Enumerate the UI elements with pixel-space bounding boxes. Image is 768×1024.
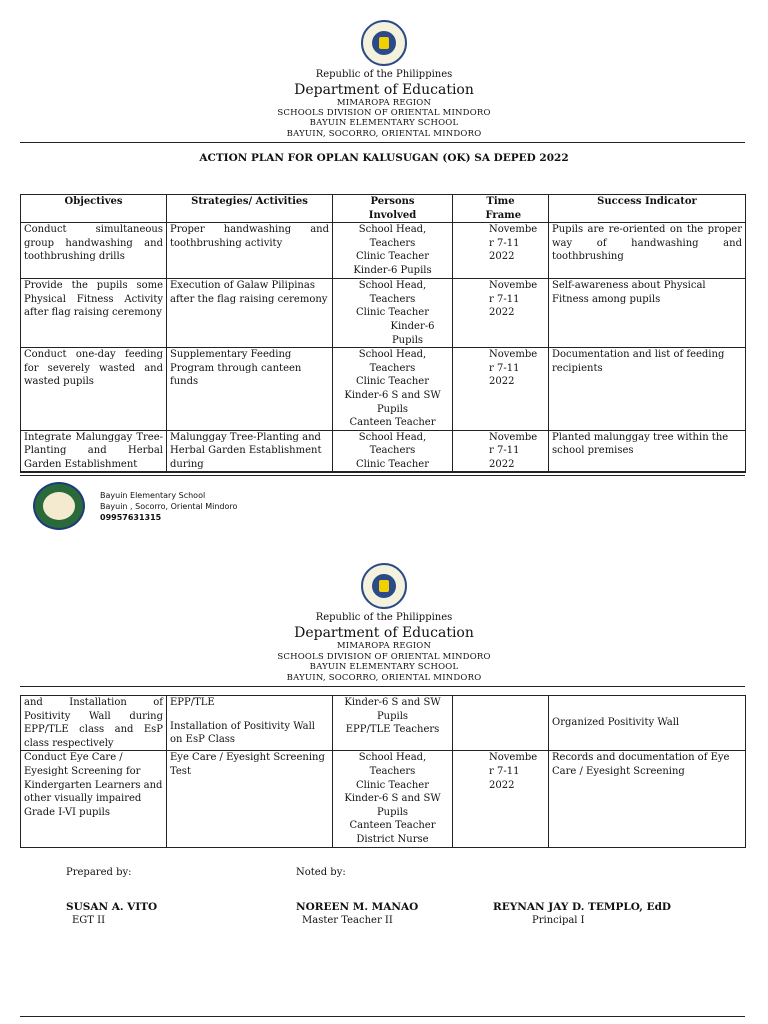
time-cell: Novembe r 7-11 2022	[453, 348, 549, 431]
school-line: BAYUIN ELEMENTARY SCHOOL	[309, 118, 459, 128]
signatory-name: SUSAN A. VITO	[66, 901, 158, 913]
col-persons: Persons Involved	[333, 195, 453, 223]
page-bottom-line	[20, 1016, 745, 1017]
republic-line: Republic of the Philippines	[315, 612, 453, 623]
page-break-line	[20, 471, 745, 472]
footer-school: Bayuin Elementary School	[100, 491, 206, 500]
col-time-frame: Time Frame	[453, 195, 549, 223]
table-row	[21, 430, 746, 472]
time-cell: Novembe r 7-11 2022	[453, 430, 549, 472]
division-line: SCHOOLS DIVISION OF ORIENTAL MINDORO	[277, 108, 491, 118]
footer-block	[100, 490, 237, 523]
deped-seal-icon	[361, 563, 407, 609]
indicator-cell: Organized Positivity Wall	[549, 696, 746, 751]
indicator-cell: Pupils are re-oriented on the proper way of handwashing and toothbrushing	[549, 223, 746, 279]
header-divider	[20, 142, 745, 143]
region-line: MIMAROPA REGION	[336, 98, 432, 108]
school-logo-icon	[33, 482, 85, 530]
indicator-cell: Self-awareness about Physical Fitness among pupils	[549, 279, 746, 348]
col-success-indicator: Success Indicator	[549, 195, 746, 223]
noted-by-label: Noted by:	[296, 867, 346, 878]
table-row	[21, 751, 746, 847]
persons-cell: School Head, Teachers Clinic Teacher Kinder-6 S and SW Pupils Canteen Teacher District Nurse	[333, 751, 453, 847]
strategy-cell: EPP/TLE Installation of Positivity Wall on EsP Class	[167, 696, 333, 751]
region-line: MIMAROPA REGION	[336, 641, 432, 651]
objective-cell: Conduct one-day feeding for severely wasted and wasted pupils	[21, 348, 167, 431]
time-cell: Novembe r 7-11 2022	[453, 751, 549, 847]
persons-cell: School Head, Teachers Clinic Teacher Kinder-6 S and SW Pupils Canteen Teacher	[333, 348, 453, 431]
prepared-by-label: Prepared by:	[66, 867, 132, 878]
signatory-name: NOREEN M. MANAO	[296, 901, 419, 913]
objective-cell: Provide the pupils some Physical Fitness Activity after flag raising ceremony	[21, 279, 167, 348]
footer-phone: 09957631315	[100, 513, 162, 522]
indicator-cell: Documentation and list of feeding recipients	[549, 348, 746, 431]
republic-line: Republic of the Philippines	[315, 69, 453, 80]
department-line: Department of Education	[294, 625, 474, 641]
deped-seal-icon	[361, 20, 407, 66]
page-title: ACTION PLAN FOR OPLAN KALUSUGAN (OK) SA DEPED 2022	[199, 152, 569, 164]
footer-divider	[20, 475, 745, 476]
persons-cell: School Head, Teachers Clinic Teacher	[333, 430, 453, 472]
address-line: BAYUIN, SOCORRO, ORIENTAL MINDORO	[286, 673, 482, 683]
col-objectives: Objectives	[21, 195, 167, 223]
strategy-cell: Execution of Galaw Pilipinas after the flag raising ceremony	[167, 279, 333, 348]
strategy-cell: Eye Care / Eyesight Screening Test	[167, 751, 333, 847]
persons-cell: Kinder-6 S and SW Pupils EPP/TLE Teachers	[333, 696, 453, 751]
footer-address: Bayuin , Socorro, Oriental Mindoro	[100, 502, 238, 511]
strategy-cell: Malunggay Tree-Planting and Herbal Garden Establishment during	[167, 430, 333, 472]
school-line: BAYUIN ELEMENTARY SCHOOL	[309, 662, 459, 672]
persons-cell: School Head, Teachers Clinic Teacher Kinder-6 Pupils	[333, 223, 453, 279]
division-line: SCHOOLS DIVISION OF ORIENTAL MINDORO	[277, 652, 491, 662]
signatory-name: REYNAN JAY D. TEMPLO, EdD	[493, 901, 672, 913]
table-row	[21, 348, 746, 431]
objective-cell: Integrate Malunggay Tree-Planting and Herbal Garden Establishment	[21, 430, 167, 472]
action-plan-table	[20, 194, 746, 473]
time-cell: Novembe r 7-11 2022	[453, 223, 549, 279]
strategy-cell: Supplementary Feeding Program through canteen funds	[167, 348, 333, 431]
objective-cell: Conduct Eye Care / Eyesight Screening for Kindergarten Learners and other visually impaired Grade I-VI pupils	[21, 751, 167, 847]
objective-cell: and Installation of Positivity Wall during EPP/TLE class and EsP class respectively	[21, 696, 167, 751]
action-plan-table-continued	[20, 695, 746, 848]
table-row	[21, 696, 746, 751]
address-line: BAYUIN, SOCORRO, ORIENTAL MINDORO	[286, 129, 482, 139]
persons-cell: School Head, Teachers Clinic Teacher Kinder-6 Pupils	[333, 279, 453, 348]
time-cell: Novembe r 7-11 2022	[453, 279, 549, 348]
indicator-cell: Records and documentation of Eye Care / Eyesight Screening	[549, 751, 746, 847]
signatory-position: EGT II	[72, 915, 106, 926]
signatory-position: Master Teacher II	[302, 915, 393, 926]
objective-cell: Conduct simultaneous group handwashing and toothbrushing drills	[21, 223, 167, 279]
table-row	[21, 279, 746, 348]
time-cell	[453, 696, 549, 751]
col-strategies: Strategies/ Activities	[167, 195, 333, 223]
header-divider	[20, 686, 745, 687]
department-line: Department of Education	[294, 82, 474, 98]
signatory-position: Principal I	[532, 915, 585, 926]
strategy-cell: Proper handwashing and toothbrushing activity	[167, 223, 333, 279]
indicator-cell: Planted malunggay tree within the school premises	[549, 430, 746, 472]
table-row	[21, 223, 746, 279]
